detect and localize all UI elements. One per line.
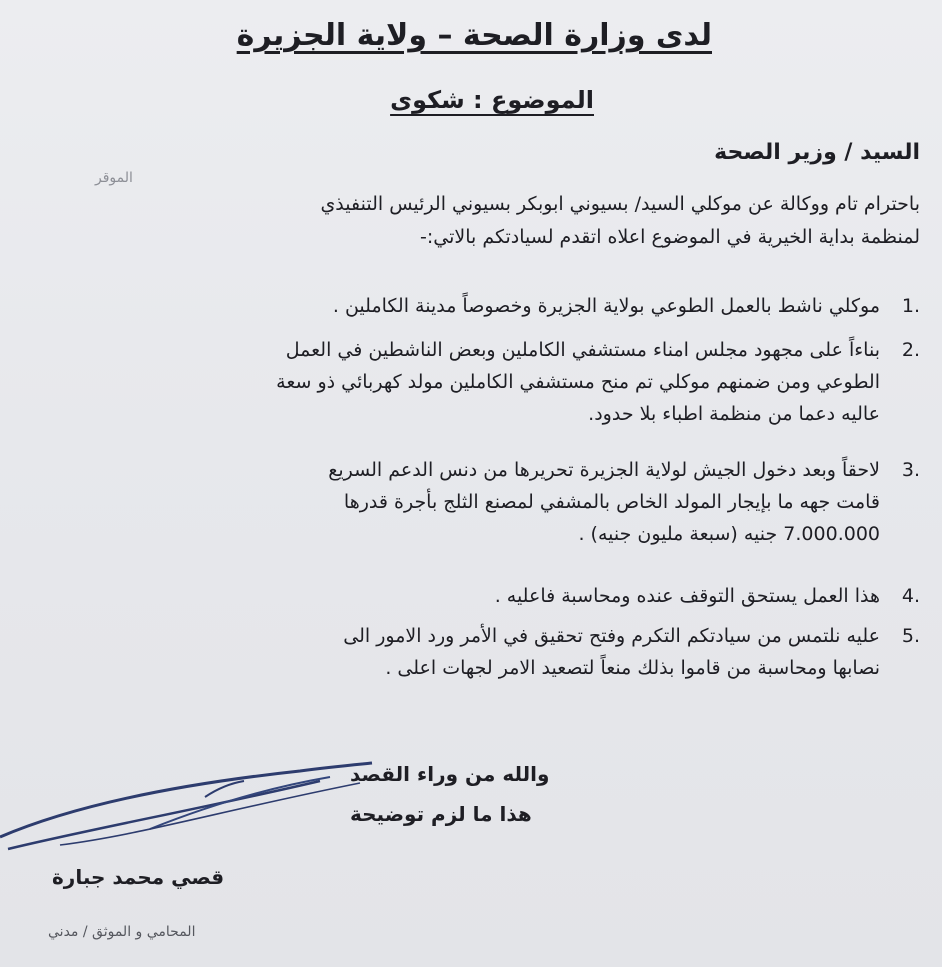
point-line: عليه نلتمس من سيادتكم التكرم وفتح تحقيق في الأمر ورد الامور الى — [343, 625, 880, 647]
complaint-points-list — [40, 290, 920, 696]
faded-stamp-text: الموقر — [95, 170, 133, 186]
point-number: 4. — [901, 585, 920, 607]
list-item — [40, 290, 920, 334]
closing-line: والله من وراء القصد — [350, 762, 550, 786]
point-line: موكلي ناشط بالعمل الطوعي بولاية الجزيرة وخصوصاً مدينة الكاملين . — [332, 295, 880, 317]
point-line: الطوعي ومن ضمنهم موكلي تم منح مستشفي الكاملين مولد كهربائي ذو سعة — [276, 371, 880, 393]
point-number: 5. — [901, 625, 920, 647]
intro-line: باحترام تام ووكالة عن موكلي السيد/ بسيوني ابوبكر بسيوني الرئيس التنفيذي — [320, 193, 920, 215]
point-line: عاليه دعما من منظمة اطباء بلا حدود. — [588, 403, 880, 425]
letter-heading: لدى وزارة الصحة – ولاية الجزيرة — [236, 18, 712, 53]
closing-line: هذا ما لزم توضيحة — [350, 802, 532, 826]
letter-addressee: السيد / وزير الصحة — [714, 140, 920, 165]
point-line: بناءاً على مجهود مجلس امناء مستشفي الكاملين وبعض الناشطين في العمل — [285, 339, 880, 361]
list-item — [40, 580, 920, 620]
point-line: نصابها ومحاسبة من قاموا بذلك منعاً لتصعيد الامر لجهات اعلى . — [385, 657, 880, 679]
list-item — [40, 334, 920, 454]
signatory-title: المحامي و الموثق / مدني — [48, 924, 196, 940]
point-number: 2. — [901, 339, 920, 361]
list-item — [40, 620, 920, 696]
point-line: قامت جهه ما بإيجار المولد الخاص بالمشفي لمصنع الثلج بأجرة قدرها — [343, 491, 880, 513]
point-number: 3. — [901, 459, 920, 481]
signatory-name: قصي محمد جبارة — [52, 865, 225, 889]
point-line: هذا العمل يستحق التوقف عنده ومحاسبة فاعليه . — [494, 585, 880, 607]
point-line: 7.000.000 جنيه (سبعة مليون جنيه) . — [578, 523, 880, 545]
point-line: لاحقاً وبعد دخول الجيش لولاية الجزيرة تحريرها من دنس الدعم السريع — [328, 459, 880, 481]
handwritten-signature — [0, 745, 375, 865]
point-number: 1. — [901, 295, 920, 317]
intro-paragraph — [320, 188, 920, 254]
letter-subject: الموضوع : شكوى — [390, 86, 594, 114]
list-item — [40, 454, 920, 580]
intro-line: لمنظمة بداية الخيرية في الموضوع اعلاه اتقدم لسيادتكم بالاتي:- — [420, 226, 920, 248]
